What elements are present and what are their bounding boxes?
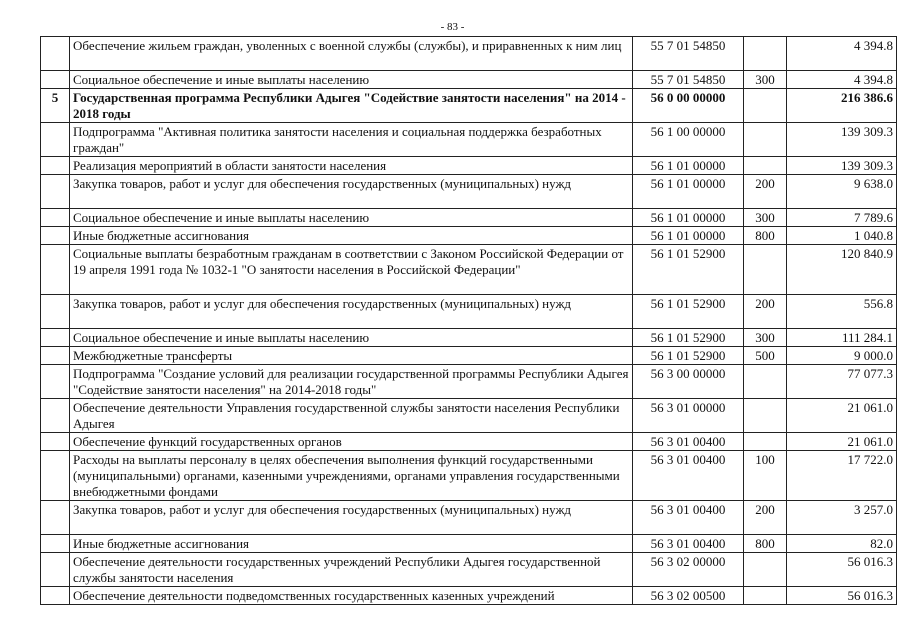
description-cell: Обеспечение жильем граждан, уволенных с военной службы (службы), и приравненных к ним лиц <box>70 37 633 71</box>
amount-cell: 1 040.8 <box>787 227 897 245</box>
description-cell: Подпрограмма "Активная политика занятости населения и социальная поддержка безработных граждан" <box>70 123 633 157</box>
row-number-cell <box>41 451 70 501</box>
amount-cell: 120 840.9 <box>787 245 897 295</box>
amount-cell: 9 638.0 <box>787 175 897 209</box>
target-code-cell: 56 1 01 52900 <box>633 329 744 347</box>
amount-cell: 9 000.0 <box>787 347 897 365</box>
table-row <box>41 347 897 365</box>
amount-cell: 111 284.1 <box>787 329 897 347</box>
target-code-cell: 56 1 01 00000 <box>633 209 744 227</box>
row-number-cell <box>41 209 70 227</box>
amount-cell: 17 722.0 <box>787 451 897 501</box>
row-number-cell: 5 <box>41 89 70 123</box>
amount-cell: 4 394.8 <box>787 37 897 71</box>
expense-type-cell: 800 <box>744 227 787 245</box>
expense-type-cell: 300 <box>744 209 787 227</box>
budget-table-body <box>41 37 897 605</box>
description-cell: Подпрограмма "Создание условий для реализации государственной программы Республики Адыгея "Содействие занятости населения" на 2014-2018 годы" <box>70 365 633 399</box>
row-number-cell <box>41 123 70 157</box>
expense-type-cell: 200 <box>744 501 787 535</box>
row-number-cell <box>41 433 70 451</box>
target-code-cell: 55 7 01 54850 <box>633 37 744 71</box>
expense-type-cell <box>744 587 787 605</box>
description-cell: Обеспечение деятельности подведомственных государственных казенных учреждений <box>70 587 633 605</box>
row-number-cell <box>41 365 70 399</box>
table-row <box>41 123 897 157</box>
target-code-cell: 56 3 01 00400 <box>633 433 744 451</box>
table-row <box>41 451 897 501</box>
row-number-cell <box>41 157 70 175</box>
description-cell: Закупка товаров, работ и услуг для обеспечения государственных (муниципальных) нужд <box>70 175 633 209</box>
amount-cell: 56 016.3 <box>787 587 897 605</box>
target-code-cell: 56 1 01 00000 <box>633 227 744 245</box>
amount-cell: 139 309.3 <box>787 157 897 175</box>
table-row <box>41 37 897 71</box>
row-number-cell <box>41 501 70 535</box>
budget-table <box>40 36 897 605</box>
table-row <box>41 433 897 451</box>
description-cell: Обеспечение деятельности государственных учреждений Республики Адыгея государственной службы занятости населения <box>70 553 633 587</box>
row-number-cell <box>41 329 70 347</box>
amount-cell: 21 061.0 <box>787 433 897 451</box>
description-cell: Социальное обеспечение и иные выплаты населению <box>70 71 633 89</box>
target-code-cell: 56 3 01 00400 <box>633 451 744 501</box>
amount-cell: 4 394.8 <box>787 71 897 89</box>
table-row <box>41 587 897 605</box>
amount-cell: 77 077.3 <box>787 365 897 399</box>
expense-type-cell <box>744 245 787 295</box>
table-row <box>41 175 897 209</box>
table-row <box>41 553 897 587</box>
target-code-cell: 56 1 01 52900 <box>633 245 744 295</box>
target-code-cell: 56 1 01 52900 <box>633 295 744 329</box>
description-cell: Расходы на выплаты персоналу в целях обеспечения выполнения функций государственными (муниципальными) органами, казенными учреждениями, органами управления государственными внебюджетными фондами <box>70 451 633 501</box>
description-cell: Иные бюджетные ассигнования <box>70 227 633 245</box>
target-code-cell: 56 3 02 00000 <box>633 553 744 587</box>
table-row <box>41 295 897 329</box>
expense-type-cell <box>744 123 787 157</box>
target-code-cell: 56 0 00 00000 <box>633 89 744 123</box>
target-code-cell: 56 3 02 00500 <box>633 587 744 605</box>
table-row <box>41 89 897 123</box>
table-row <box>41 535 897 553</box>
description-cell: Иные бюджетные ассигнования <box>70 535 633 553</box>
expense-type-cell: 100 <box>744 451 787 501</box>
row-number-cell <box>41 175 70 209</box>
amount-cell: 216 386.6 <box>787 89 897 123</box>
table-row <box>41 365 897 399</box>
page-number: - 83 - <box>440 21 465 33</box>
amount-cell: 7 789.6 <box>787 209 897 227</box>
amount-cell: 3 257.0 <box>787 501 897 535</box>
table-row <box>41 157 897 175</box>
table-row <box>41 329 897 347</box>
expense-type-cell <box>744 553 787 587</box>
table-row <box>41 501 897 535</box>
table-row <box>41 209 897 227</box>
description-cell: Реализация мероприятий в области занятости населения <box>70 157 633 175</box>
target-code-cell: 55 7 01 54850 <box>633 71 744 89</box>
expense-type-cell <box>744 89 787 123</box>
expense-type-cell <box>744 37 787 71</box>
description-cell: Социальные выплаты безработным гражданам в соответствии с Законом Российской Федерации от 19 апреля 1991 года № 1032-1 "О занятости населения в Российской Федерации" <box>70 245 633 295</box>
amount-cell: 139 309.3 <box>787 123 897 157</box>
expense-type-cell: 500 <box>744 347 787 365</box>
expense-type-cell: 300 <box>744 329 787 347</box>
target-code-cell: 56 3 01 00400 <box>633 535 744 553</box>
description-cell: Обеспечение деятельности Управления государственной службы занятости населения Республики Адыгея <box>70 399 633 433</box>
description-cell: Государственная программа Республики Адыгея "Содействие занятости населения" на 2014 - 2018 годы <box>70 89 633 123</box>
row-number-cell <box>41 227 70 245</box>
expense-type-cell <box>744 433 787 451</box>
table-row <box>41 399 897 433</box>
table-row <box>41 245 897 295</box>
amount-cell: 56 016.3 <box>787 553 897 587</box>
expense-type-cell <box>744 157 787 175</box>
row-number-cell <box>41 347 70 365</box>
description-cell: Социальное обеспечение и иные выплаты населению <box>70 329 633 347</box>
row-number-cell <box>41 245 70 295</box>
target-code-cell: 56 3 01 00400 <box>633 501 744 535</box>
row-number-cell <box>41 535 70 553</box>
expense-type-cell <box>744 399 787 433</box>
row-number-cell <box>41 553 70 587</box>
expense-type-cell: 200 <box>744 295 787 329</box>
amount-cell: 21 061.0 <box>787 399 897 433</box>
target-code-cell: 56 1 01 00000 <box>633 175 744 209</box>
target-code-cell: 56 1 01 52900 <box>633 347 744 365</box>
description-cell: Закупка товаров, работ и услуг для обеспечения государственных (муниципальных) нужд <box>70 295 633 329</box>
description-cell: Социальное обеспечение и иные выплаты населению <box>70 209 633 227</box>
expense-type-cell: 800 <box>744 535 787 553</box>
row-number-cell <box>41 37 70 71</box>
row-number-cell <box>41 71 70 89</box>
expense-type-cell: 300 <box>744 71 787 89</box>
target-code-cell: 56 3 01 00000 <box>633 399 744 433</box>
expense-type-cell <box>744 365 787 399</box>
target-code-cell: 56 3 00 00000 <box>633 365 744 399</box>
amount-cell: 82.0 <box>787 535 897 553</box>
description-cell: Обеспечение функций государственных органов <box>70 433 633 451</box>
target-code-cell: 56 1 00 00000 <box>633 123 744 157</box>
table-row <box>41 227 897 245</box>
description-cell: Закупка товаров, работ и услуг для обеспечения государственных (муниципальных) нужд <box>70 501 633 535</box>
table-row <box>41 71 897 89</box>
row-number-cell <box>41 399 70 433</box>
target-code-cell: 56 1 01 00000 <box>633 157 744 175</box>
expense-type-cell: 200 <box>744 175 787 209</box>
row-number-cell <box>41 295 70 329</box>
row-number-cell <box>41 587 70 605</box>
amount-cell: 556.8 <box>787 295 897 329</box>
description-cell: Межбюджетные трансферты <box>70 347 633 365</box>
